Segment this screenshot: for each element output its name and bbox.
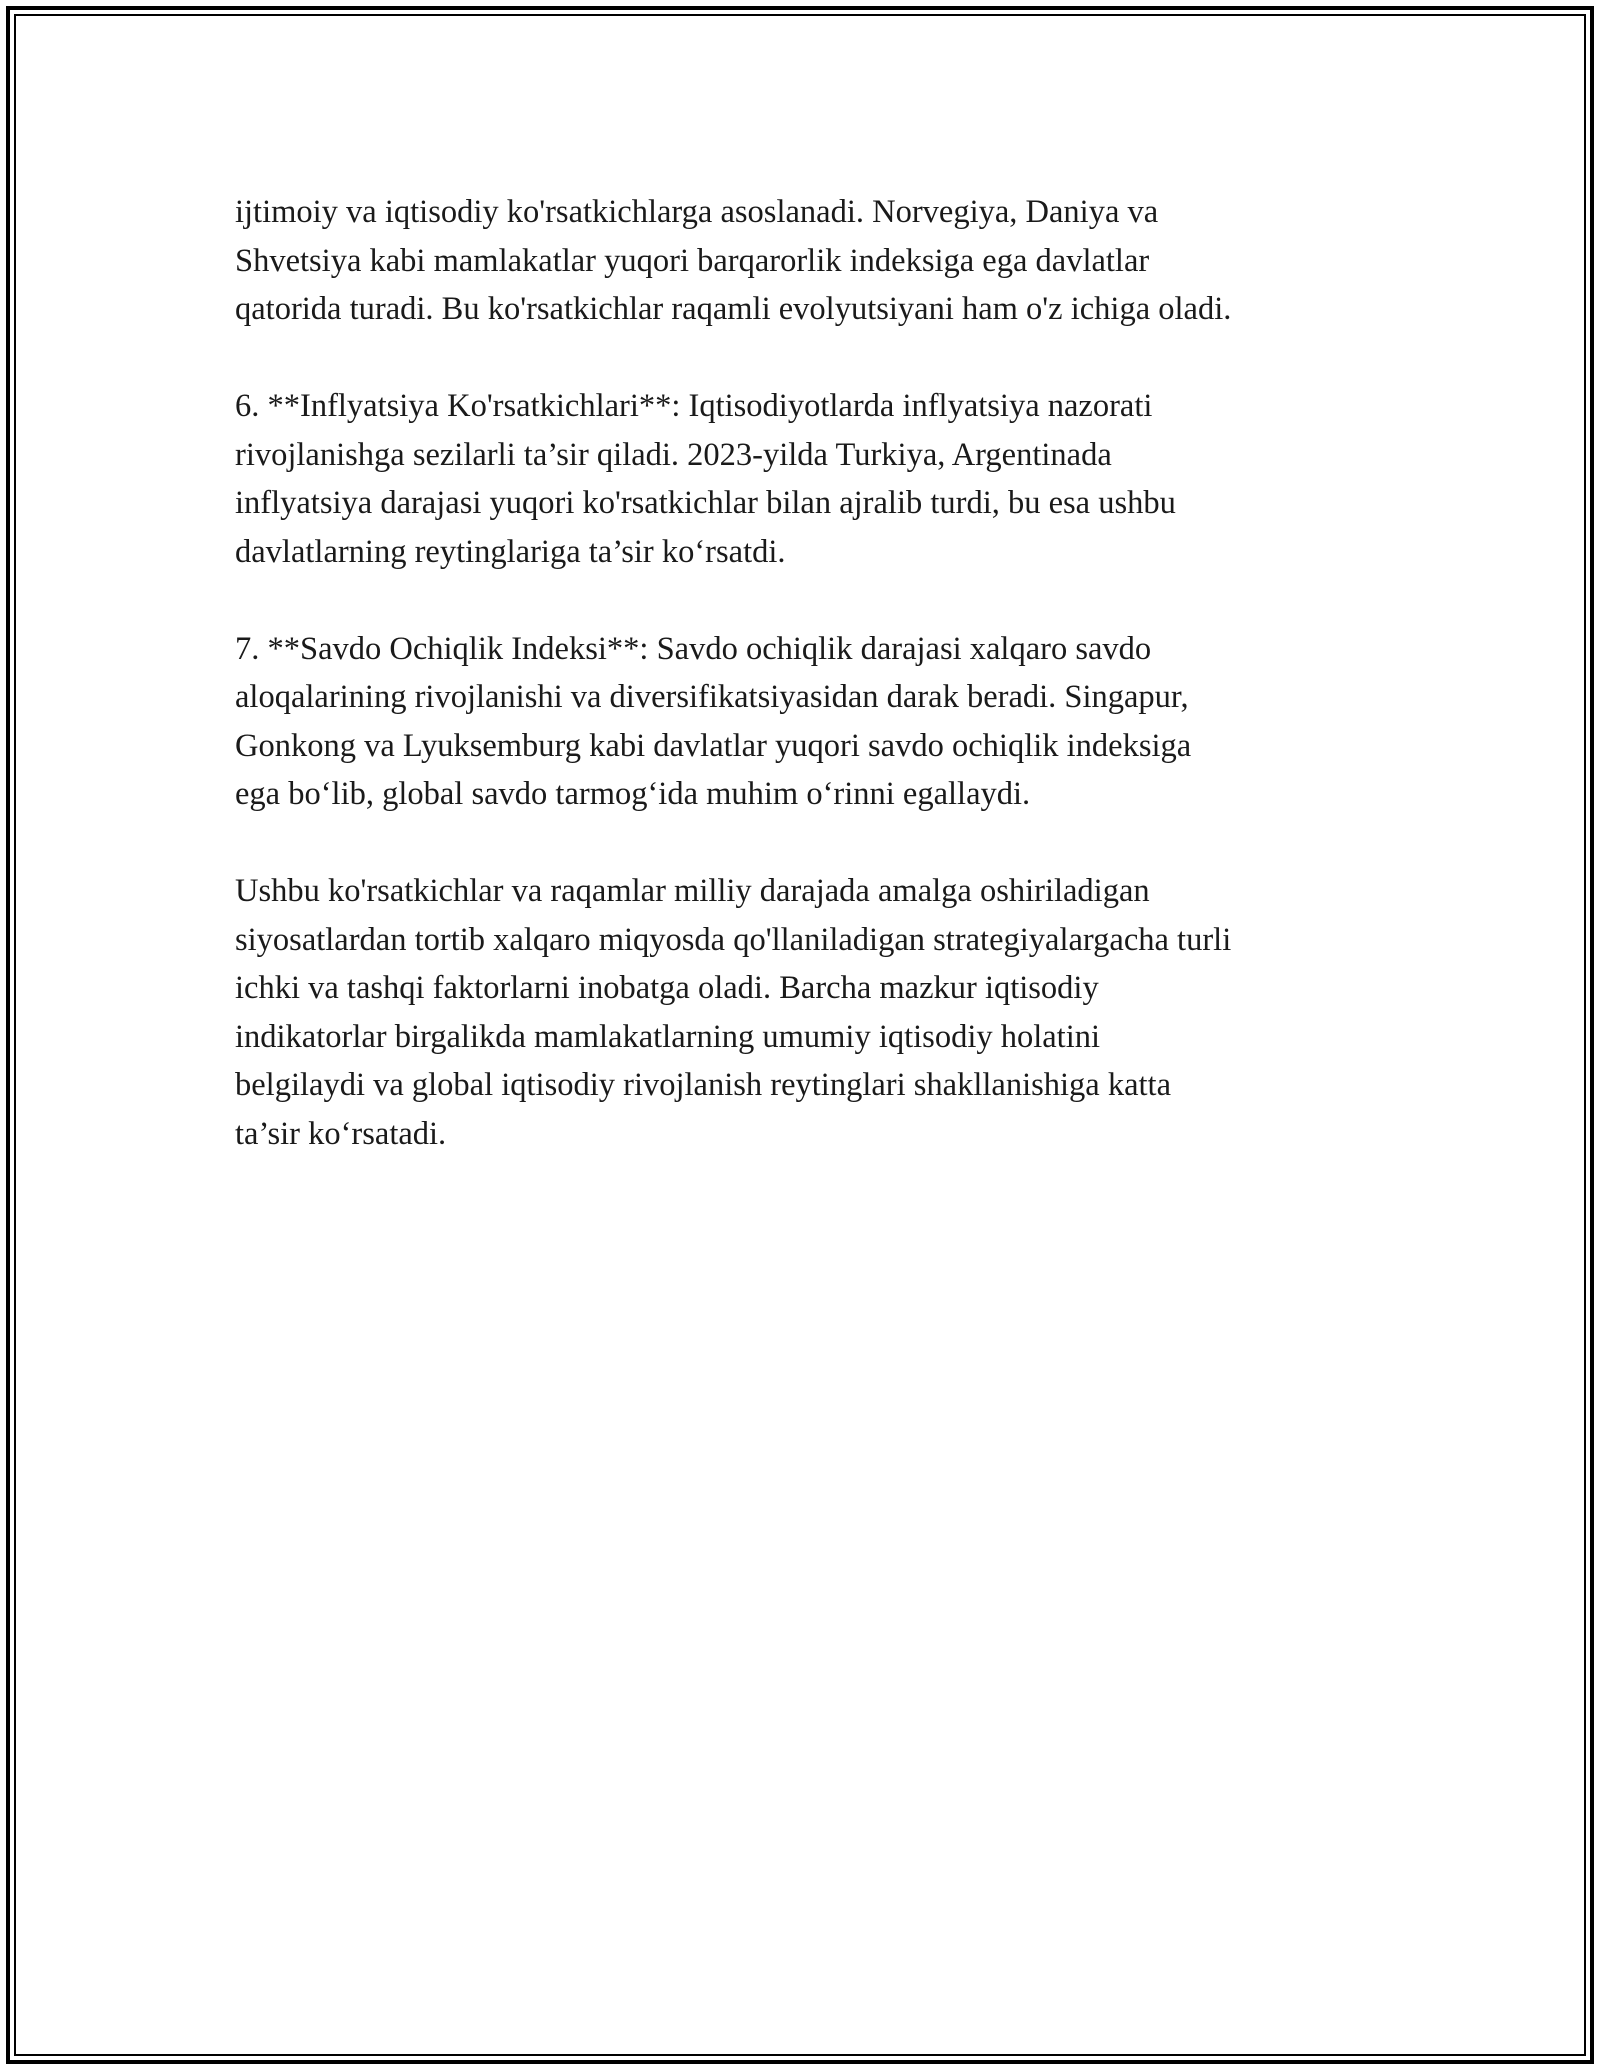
text-line: Ushbu ko'rsatkichlar va raqamlar milliy darajada amalga oshiriladigan [235, 873, 1150, 909]
text-line: indikatorlar birgalikda mamlakatlarning umumiy iqtisodiy holatini [235, 1018, 1101, 1055]
text-line: 6. **Inflyatsiya Ko'rsatkichlari**: Iqtisodiyotlarda inflyatsiya nazorati [235, 388, 1153, 424]
document-body [235, 188, 1415, 1207]
text-line: ijtimoiy va iqtisodiy ko'rsatkichlarga asoslanadi. Norvegiya, Daniya va [235, 194, 1159, 230]
text-line: inflyatsiya darajasi yuqori ko'rsatkichlar bilan ajralib turdi, bu esa ushbu [235, 485, 1176, 521]
text-line: belgilaydi va global iqtisodiy rivojlanish reytinglari shakllanishiga katta [235, 1067, 1171, 1103]
text-line: Shvetsiya kabi mamlakatlar yuqori barqarorlik indeksiga ega davlatlar [235, 242, 1150, 279]
text-line: davlatlarning reytinglariga ta’sir ko‘rsatdi. [235, 533, 786, 570]
text-line: rivojlanishga sezilarli ta’sir qiladi. 2023-yilda Turkiya, Argentinada [235, 436, 1112, 473]
paragraph-indicators-intro [235, 188, 1415, 334]
text-line: aloqalarining rivojlanishi va diversifikatsiyasidan darak beradi. Singapur, [235, 679, 1189, 715]
paragraph-inflation-indicators [235, 382, 1415, 576]
text-line: ta’sir ko‘rsatadi. [235, 1115, 447, 1152]
paragraph-conclusion [235, 867, 1415, 1158]
paragraph-trade-openness-index [235, 625, 1415, 819]
text-line: ega bo‘lib, global savdo tarmog‘ida muhim o‘rinni egallaydi. [235, 776, 1031, 812]
text-line: 7. **Savdo Ochiqlik Indeksi**: Savdo ochiqlik darajasi xalqaro savdo [235, 630, 1152, 667]
text-line: qatorida turadi. Bu ko'rsatkichlar raqamli evolyutsiyani ham o'z ichiga oladi. [235, 291, 1232, 327]
text-line: Gonkong va Lyuksemburg kabi davlatlar yuqori savdo ochiqlik indeksiga [235, 727, 1192, 764]
text-line: siyosatlardan tortib xalqaro miqyosda qo'llaniladigan strategiyalargacha turli [235, 921, 1232, 958]
text-line: ichki va tashqi faktorlarni inobatga oladi. Barcha mazkur iqtisodiy [235, 970, 1099, 1006]
